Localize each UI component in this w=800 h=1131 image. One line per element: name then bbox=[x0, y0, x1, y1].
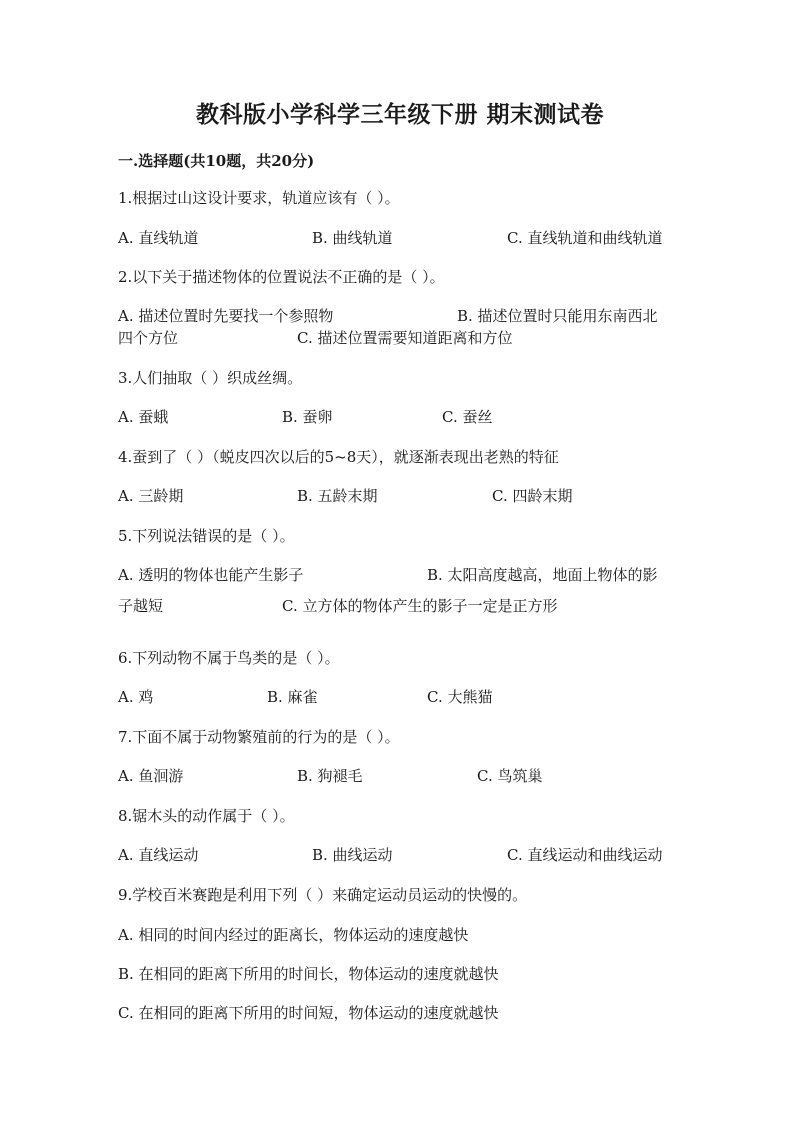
question-1-option-c[interactable]: C. 直线轨道和曲线轨道 bbox=[507, 229, 663, 247]
question-6-option-c[interactable]: C. 大熊猫 bbox=[427, 688, 493, 706]
page-title: 教科版小学科学三年级下册 期末测试卷 bbox=[195, 101, 604, 128]
question-5-option-c[interactable]: C. 立方体的物体产生的影子一定是正方形 bbox=[282, 597, 558, 615]
question-4-option-a[interactable]: A. 三龄期 bbox=[118, 487, 184, 505]
question-9-option-b[interactable]: B. 在相同的距离下所用的时间长，物体运动的速度就越快 bbox=[118, 965, 499, 983]
question-3-stem: 3.人们抽取（ ）织成丝绸。 bbox=[118, 369, 303, 387]
question-3-option-c[interactable]: C. 蚕丝 bbox=[442, 408, 493, 426]
question-2-stem: 2.以下关于描述物体的位置说法不正确的是（ ）。 bbox=[118, 268, 445, 286]
question-6-option-b[interactable]: B. 麻雀 bbox=[267, 688, 318, 706]
question-5-stem: 5.下列说法错误的是（ ）。 bbox=[118, 527, 295, 545]
question-5-option-b-continued: 子越短 bbox=[118, 597, 164, 615]
question-4-stem: 4.蚕到了（ ）（蜕皮四次以后的5~8天），就逐渐表现出老熟的特征 bbox=[118, 448, 559, 466]
question-7-stem: 7.下面不属于动物繁殖前的行为的是（ ）。 bbox=[118, 728, 400, 746]
question-6-option-a[interactable]: A. 鸡 bbox=[118, 688, 154, 706]
question-2-option-a[interactable]: A. 描述位置时先要找一个参照物 bbox=[118, 307, 334, 325]
question-5-option-a[interactable]: A. 透明的物体也能产生影子 bbox=[118, 566, 304, 584]
question-8-option-b[interactable]: B. 曲线运动 bbox=[312, 846, 393, 864]
question-1-option-b[interactable]: B. 曲线轨道 bbox=[312, 229, 393, 247]
question-7-option-a[interactable]: A. 鱼洄游 bbox=[118, 767, 184, 785]
question-6-stem: 6.下列动物不属于鸟类的是（ ）。 bbox=[118, 649, 340, 667]
question-3-option-a[interactable]: A. 蚕蛾 bbox=[118, 408, 169, 426]
question-1-option-a[interactable]: A. 直线轨道 bbox=[118, 229, 199, 247]
question-8-option-a[interactable]: A. 直线运动 bbox=[118, 846, 199, 864]
question-4-option-c[interactable]: C. 四龄末期 bbox=[492, 487, 573, 505]
question-2-option-b-continued: 四个方位 bbox=[118, 329, 179, 347]
question-3-option-b[interactable]: B. 蚕卵 bbox=[282, 408, 333, 426]
question-9-stem: 9.学校百米赛跑是利用下列（ ）来确定运动员运动的快慢的。 bbox=[118, 886, 528, 904]
question-8-stem: 8.锯木头的动作属于（ ）。 bbox=[118, 807, 295, 825]
question-9-option-a[interactable]: A. 相同的时间内经过的距离长，物体运动的速度越快 bbox=[118, 926, 469, 944]
question-7-option-b[interactable]: B. 狗褪毛 bbox=[297, 767, 363, 785]
question-9-option-c[interactable]: C. 在相同的距离下所用的时间短，物体运动的速度就越快 bbox=[118, 1004, 499, 1022]
section-heading: 一.选择题(共10题，共20分) bbox=[118, 152, 315, 170]
question-5-option-b[interactable]: B. 太阳高度越高，地面上物体的影 bbox=[427, 566, 658, 584]
question-1-stem: 1.根据过山这设计要求，轨道应该有（ ）。 bbox=[118, 189, 400, 207]
question-8-option-c[interactable]: C. 直线运动和曲线运动 bbox=[507, 846, 663, 864]
question-2-option-c[interactable]: C. 描述位置需要知道距离和方位 bbox=[297, 329, 513, 347]
question-2-option-b[interactable]: B. 描述位置时只能用东南西北 bbox=[457, 307, 658, 325]
question-4-option-b[interactable]: B. 五龄末期 bbox=[297, 487, 378, 505]
question-7-option-c[interactable]: C. 鸟筑巢 bbox=[477, 767, 543, 785]
